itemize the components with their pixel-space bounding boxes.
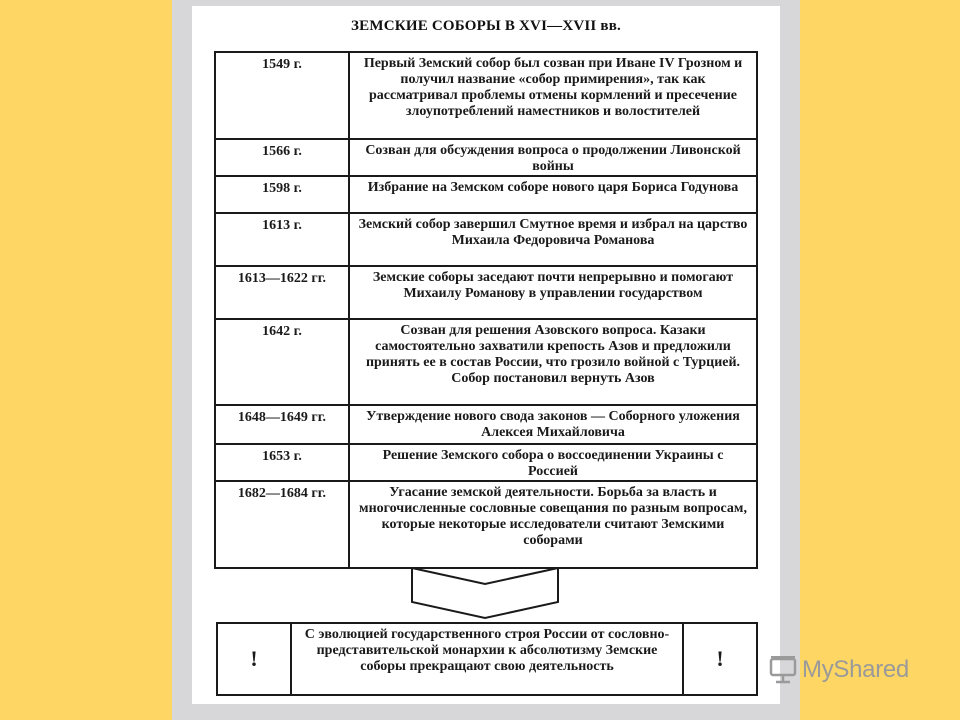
exclamation-icon: ! (682, 624, 756, 694)
row-description: Утверждение нового свода законов — Соборного уложения Алексея Михайловича (366, 409, 740, 440)
page-title: ЗЕМСКИЕ СОБОРЫ В XVI—XVII вв. (351, 18, 621, 34)
conclusion-box (216, 622, 758, 696)
row-description: Созван для решения Азовского вопроса. Казаки самостоятельно захватили крепость Азов и предложили принять ее в состав России, что грозило войной с Турцией. Собор постановил вернуть Азов (365, 323, 741, 386)
table-row (216, 53, 756, 140)
row-description: Решение Земского собора о воссоединении Украины с Россией (382, 448, 724, 479)
down-arrow-icon (410, 566, 560, 620)
table-row (216, 177, 756, 214)
exclamation-icon: ! (218, 624, 292, 694)
sobors-table (214, 51, 758, 569)
table-row (216, 406, 756, 445)
row-year: 1648—1649 гг. (216, 406, 350, 443)
table-row (216, 320, 756, 406)
projector-screen-icon (768, 655, 798, 685)
table-row (216, 267, 756, 320)
table-row (216, 214, 756, 267)
row-description: Земский собор завершил Смутное время и избрал на царство Михаила Федоровича Романова (358, 217, 748, 248)
myshared-watermark (768, 655, 909, 685)
row-year: 1566 г. (216, 140, 350, 175)
row-year: 1682—1684 гг. (216, 482, 350, 567)
row-description: Первый Земский собор был созван при Иване IV Грозном и получил название «собор примирения», так как рассматривал проблемы отмены кормлений и пресечение злоупотреблений наместников и волостителей (363, 56, 743, 119)
row-year: 1598 г. (216, 177, 350, 212)
conclusion-text: С эволюцией государственного строя России от сословно-представительской монархии к абсолютизму Земские соборы прекращают свою деятельность (304, 627, 670, 674)
row-description: Земские соборы заседают почти непрерывно и помогают Михаилу Романову в управлении государством (372, 270, 734, 301)
table-row (216, 140, 756, 177)
row-description: Угасание земской деятельности. Борьба за власть и многочисленные сословные совещания по разным вопросам, которые некоторые исследователи считают Земскими соборами (359, 485, 747, 548)
row-year: 1549 г. (216, 53, 350, 138)
row-description: Избрание на Земском соборе нового царя Бориса Годунова (367, 180, 739, 195)
row-year: 1653 г. (216, 445, 350, 480)
table-row (216, 482, 756, 567)
row-description: Созван для обсуждения вопроса о продолжении Ливонской войны (365, 143, 741, 174)
row-year: 1642 г. (216, 320, 350, 404)
watermark-text: MyShared (802, 656, 909, 683)
row-year: 1613 г. (216, 214, 350, 265)
table-row (216, 445, 756, 482)
row-year: 1613—1622 гг. (216, 267, 350, 318)
